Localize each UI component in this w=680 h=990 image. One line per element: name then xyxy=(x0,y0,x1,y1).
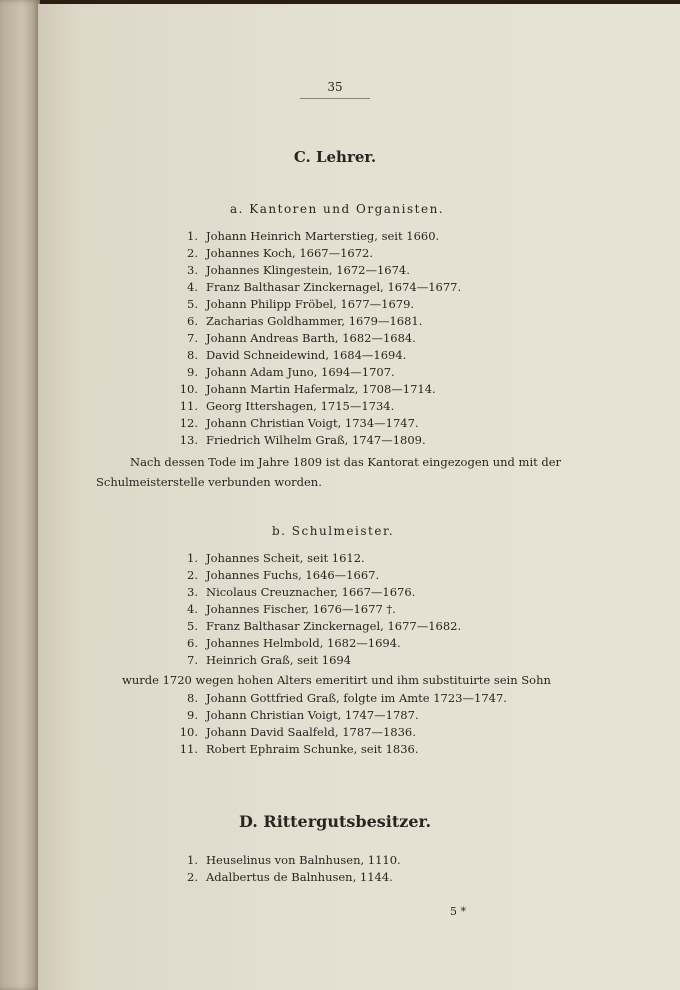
list-item: 1. Heuselinus von Balnhusen, 1110. xyxy=(187,853,401,867)
list-item: 5. Franz Balthasar Zinckernagel, 1677—1682. xyxy=(187,619,462,633)
subsection-a-title: a. Kantoren und Organisten. xyxy=(230,202,445,216)
list-item: 6. Johannes Helmbold, 1682—1694. xyxy=(187,636,401,650)
list-item: 10. Johann David Saalfeld, 1787—1836. xyxy=(179,725,416,739)
list-item: 8. David Schneidewind, 1684—1694. xyxy=(187,348,407,362)
list-item: 11. Georg Ittershagen, 1715—1734. xyxy=(179,399,395,413)
list-item: 4. Johannes Fischer, 1676—1677 †. xyxy=(187,602,396,616)
section-c-title: C. Lehrer. xyxy=(293,148,377,166)
schulmeister-list-continued xyxy=(168,690,507,758)
schulmeister-continuation: wurde 1720 wegen hohen Alters emeritirt und ihm substituirte sein Sohn xyxy=(122,673,551,687)
subsection-b-title: b. Schulmeister. xyxy=(272,524,395,538)
kantorat-note-line1: Nach dessen Tode im Jahre 1809 ist das Kantorat eingezogen und mit der xyxy=(130,455,562,469)
list-item: 2. Johannes Fuchs, 1646—1667. xyxy=(187,568,380,582)
list-item: 9. Johann Adam Juno, 1694—1707. xyxy=(187,365,395,379)
list-item: 13. Friedrich Wilhelm Graß, 1747—1809. xyxy=(179,433,426,447)
list-item: 8. Johann Gottfried Graß, folgte im Amte 1723—1747. xyxy=(187,691,507,705)
list-item: 7. Heinrich Graß, seit 1694 xyxy=(187,653,352,667)
schulmeister-list xyxy=(168,550,461,669)
list-item: 7. Johann Andreas Barth, 1682—1684. xyxy=(187,331,416,345)
book-spine xyxy=(0,0,40,990)
list-item: 2. Johannes Koch, 1667—1672. xyxy=(187,246,374,260)
list-item: 1. Johann Heinrich Marterstieg, seit 1660. xyxy=(187,229,440,243)
list-item: 2. Adalbertus de Balnhusen, 1144. xyxy=(187,870,393,884)
list-item: 11. Robert Ephraim Schunke, seit 1836. xyxy=(179,742,419,756)
list-item: 4. Franz Balthasar Zinckernagel, 1674—1677. xyxy=(187,280,462,294)
kantoren-list xyxy=(168,228,461,449)
list-item: 3. Johannes Klingestein, 1672—1674. xyxy=(187,263,410,277)
list-item: 9. Johann Christian Voigt, 1747—1787. xyxy=(187,708,419,722)
list-item: 1. Johannes Scheit, seit 1612. xyxy=(187,551,365,565)
list-item: 12. Johann Christian Voigt, 1734—1747. xyxy=(179,416,419,430)
list-item: 10. Johann Martin Hafermalz, 1708—1714. xyxy=(179,382,436,396)
list-item: 6. Zacharias Goldhammer, 1679—1681. xyxy=(187,314,423,328)
signature-mark: 5 * xyxy=(450,905,466,918)
section-d-title: D. Rittergutsbesitzer. xyxy=(238,812,432,831)
list-item: 3. Nicolaus Creuznacher, 1667—1676. xyxy=(187,585,416,599)
rittergut-list xyxy=(168,852,401,886)
list-item: 5. Johann Philipp Fröbel, 1677—1679. xyxy=(187,297,415,311)
page-number: 35 xyxy=(300,80,370,99)
kantorat-note-line2: Schulmeisterstelle verbunden worden. xyxy=(96,475,322,489)
